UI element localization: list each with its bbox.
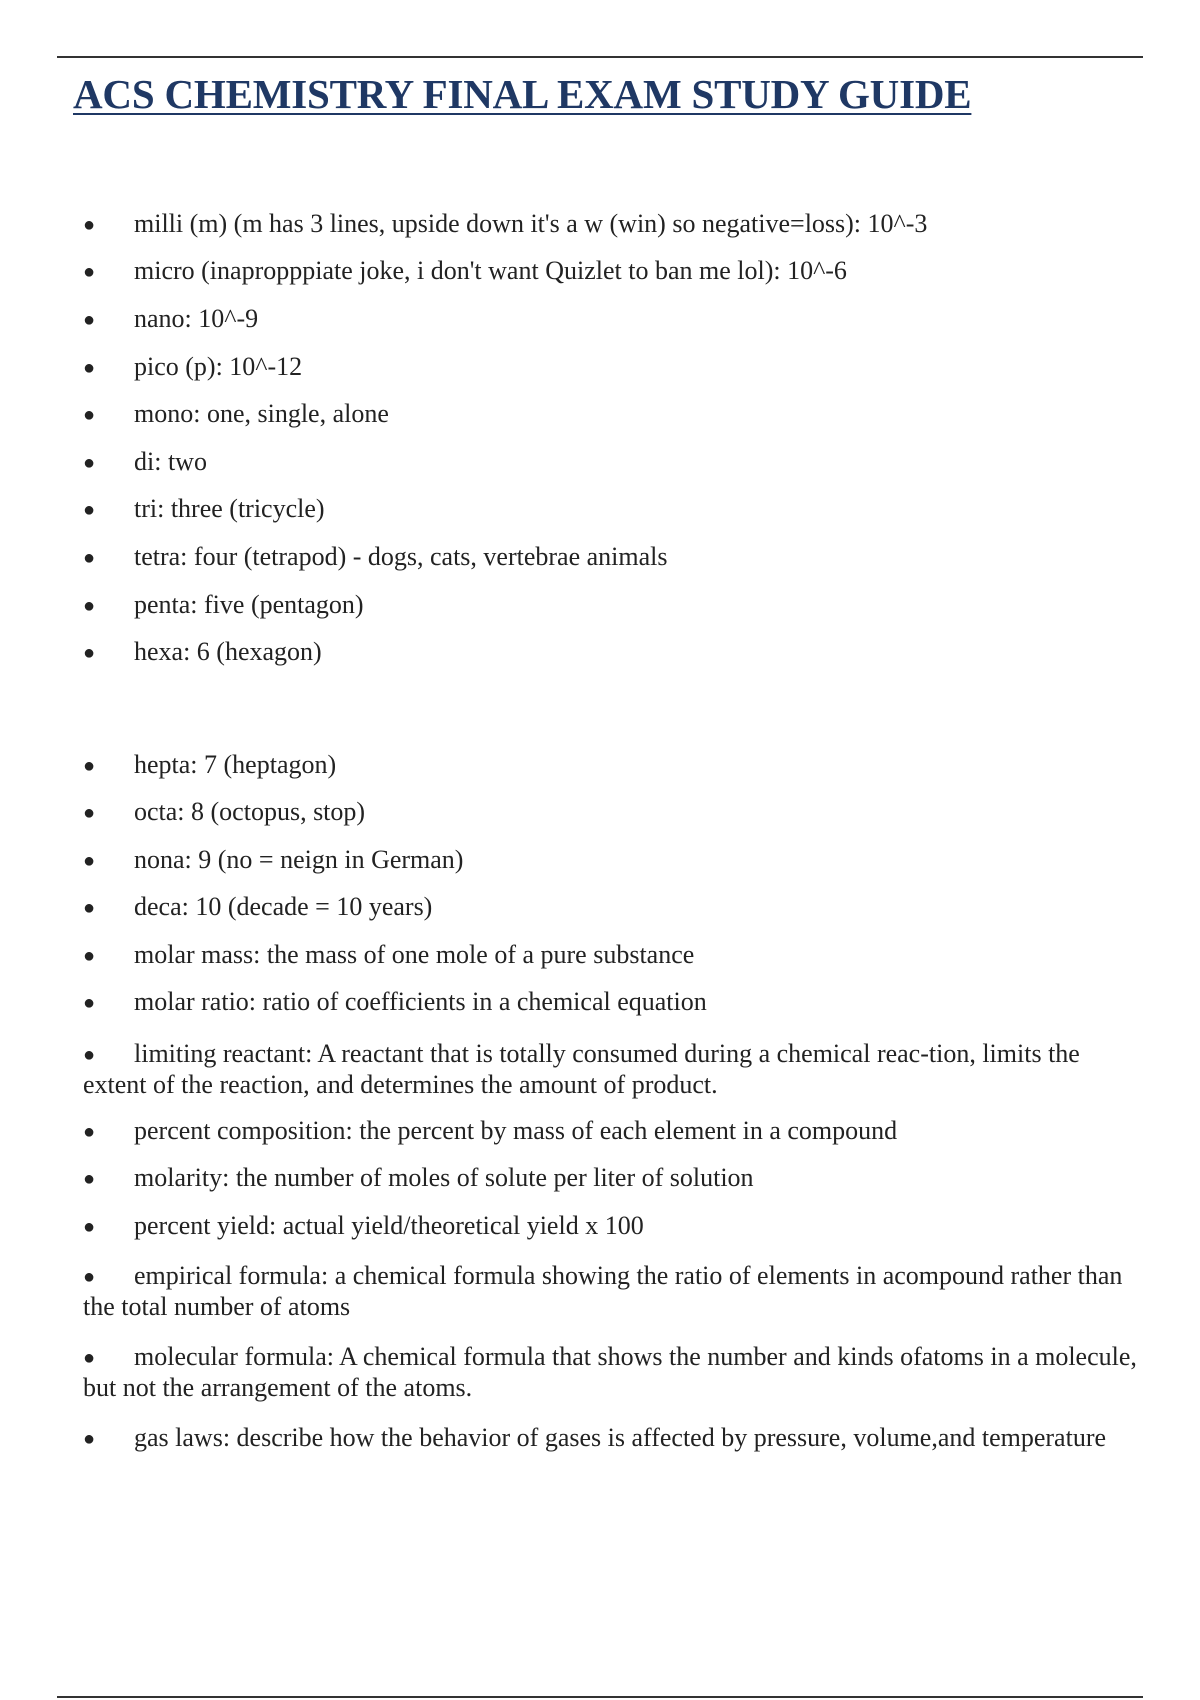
list-item-text: penta: five (pentagon)	[134, 590, 364, 619]
list-item	[83, 1261, 1148, 1322]
list-item	[83, 1116, 897, 1147]
bullet-icon: ●	[83, 309, 96, 331]
list-item-text: percent composition: the percent by mass of each element in a compound	[134, 1116, 898, 1145]
bullet-icon: ●	[83, 261, 96, 283]
list-item	[83, 637, 322, 668]
list-item	[83, 1342, 1148, 1403]
list-item	[83, 304, 258, 335]
list-item-text: hepta: 7 (heptagon)	[134, 750, 337, 779]
list-item	[83, 1423, 1148, 1454]
list-item	[83, 256, 847, 287]
list-item	[83, 399, 389, 430]
list-item	[83, 494, 325, 525]
list-item	[83, 542, 668, 573]
top-rule	[57, 56, 1143, 58]
page-title: ACS CHEMISTRY FINAL EXAM STUDY GUIDE	[73, 71, 972, 117]
list-item	[83, 1039, 1148, 1100]
bullet-icon: ●	[83, 1216, 96, 1238]
list-item-text: hexa: 6 (hexagon)	[134, 637, 322, 666]
list-item-text: nona: 9 (no = neign in German)	[134, 845, 464, 874]
bottom-rule	[57, 1696, 1143, 1698]
list-item-text: deca: 10 (decade = 10 years)	[134, 892, 433, 921]
list-item-text: milli (m) (m has 3 lines, upside down it's a w (win) so negative=loss): 10^-3	[134, 209, 928, 238]
bullet-icon: ●	[83, 499, 96, 521]
bullet-icon: ●	[83, 404, 96, 426]
list-item-text: molarity: the number of moles of solute per liter of solution	[134, 1163, 754, 1192]
bullet-icon: ●	[83, 850, 96, 872]
list-item	[83, 352, 302, 383]
list-item-text: micro (inapropppiate joke, i don't want Quizlet to ban me lol): 10^-6	[134, 256, 847, 285]
bullet-icon: ●	[83, 1121, 96, 1143]
bullet-icon: ●	[83, 1347, 96, 1369]
bullet-icon: ●	[83, 547, 96, 569]
bullet-icon: ●	[83, 1168, 96, 1190]
bullet-icon: ●	[83, 1428, 96, 1450]
bullet-icon: ●	[83, 452, 96, 474]
list-item-text: molar ratio: ratio of coefficients in a chemical equation	[134, 987, 707, 1016]
list-item	[83, 987, 707, 1018]
bullet-icon: ●	[83, 945, 96, 967]
bullet-icon: ●	[83, 357, 96, 379]
list-item	[83, 797, 365, 828]
list-item-text: tri: three (tricycle)	[134, 494, 325, 523]
bullet-icon: ●	[83, 897, 96, 919]
bullet-icon: ●	[83, 642, 96, 664]
list-item	[83, 750, 336, 781]
list-item-text: mono: one, single, alone	[134, 399, 389, 428]
list-item-text: octa: 8 (octopus, stop)	[134, 797, 366, 826]
list-item-text: tetra: four (tetrapod) - dogs, cats, vertebrae animals	[134, 542, 668, 571]
bullet-icon: ●	[83, 214, 96, 236]
bullet-icon: ●	[83, 802, 96, 824]
bullet-icon: ●	[83, 595, 96, 617]
list-item	[83, 590, 364, 621]
list-item-text: gas laws: describe how the behavior of gases is affected by pressure, volume,and temperature	[134, 1423, 1107, 1452]
list-item-text: pico (p): 10^-12	[134, 352, 303, 381]
list-item-text: percent yield: actual yield/theoretical yield x 100	[134, 1211, 644, 1240]
list-item-text: molecular formula: A chemical formula that shows the number and kinds ofatoms in a molecule, but not the arrangement of the atoms.	[83, 1342, 1137, 1402]
list-item-text: molar mass: the mass of one mole of a pure substance	[134, 940, 695, 969]
bullet-icon: ●	[83, 992, 96, 1014]
list-item	[83, 1163, 754, 1194]
list-item	[83, 1211, 644, 1242]
bullet-icon: ●	[83, 755, 96, 777]
bullet-icon: ●	[83, 1266, 96, 1288]
list-item-text: empirical formula: a chemical formula showing the ratio of elements in acompound rather than the total number of atoms	[83, 1261, 1123, 1321]
list-item-text: nano: 10^-9	[134, 304, 259, 333]
list-item	[83, 209, 927, 240]
list-item	[83, 940, 694, 971]
list-item-text: limiting reactant: A reactant that is totally consumed during a chemical reac-tion, limits the extent of the reaction, and determines the amount of product.	[83, 1039, 1080, 1099]
bullet-icon: ●	[83, 1044, 96, 1066]
list-item-text: di: two	[134, 447, 207, 476]
list-item	[83, 447, 207, 478]
list-item	[83, 845, 463, 876]
list-item	[83, 892, 432, 923]
